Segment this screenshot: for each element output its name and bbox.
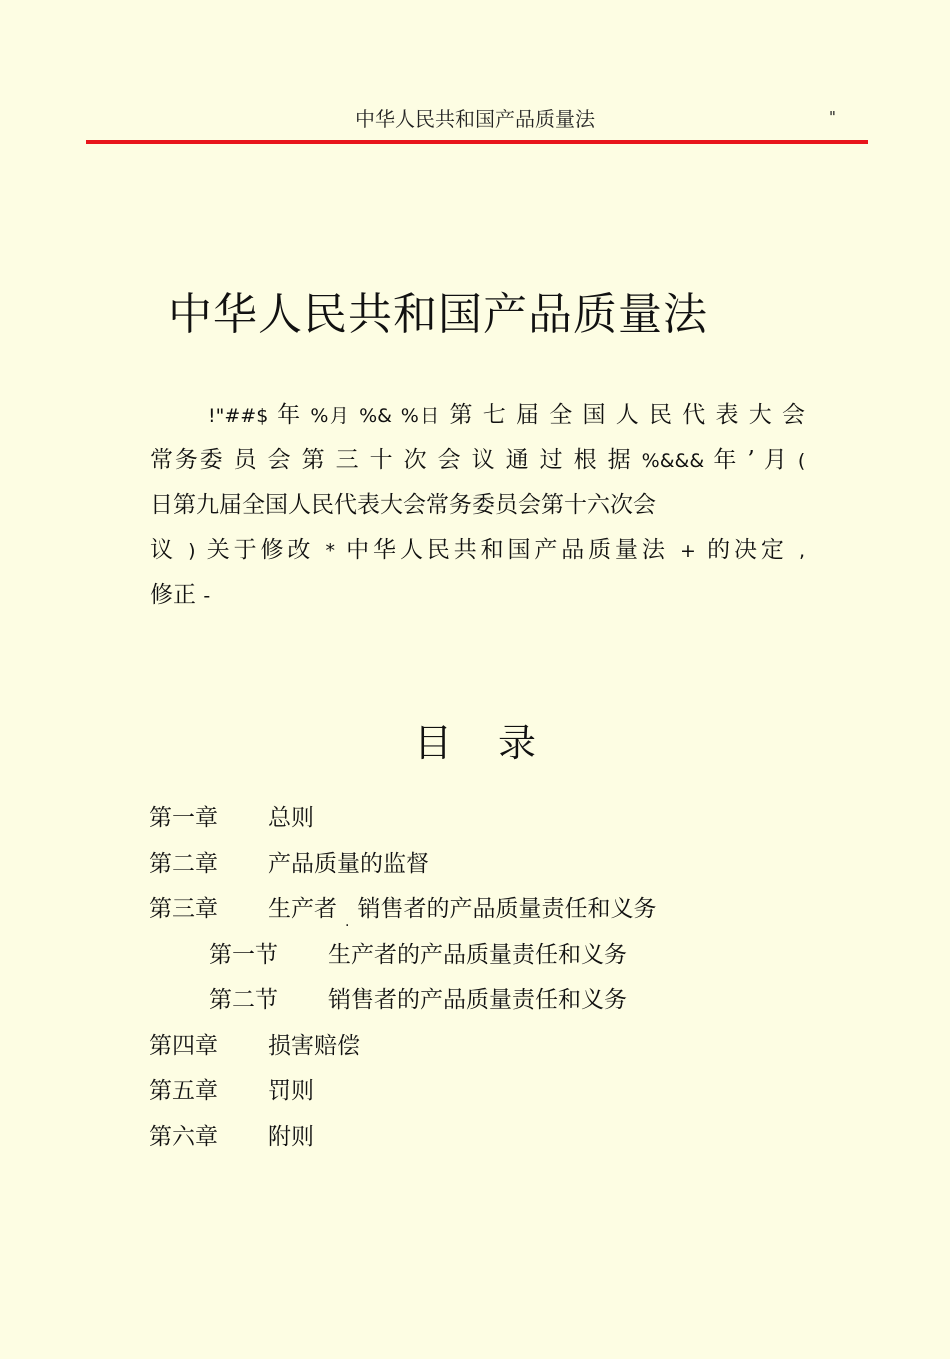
preamble-token: 代	[682, 402, 707, 428]
toc-entry-number: 第一章	[149, 805, 218, 831]
preamble-token: 常务委	[150, 447, 225, 473]
preamble-token: 员	[233, 447, 259, 473]
preamble-token: 议	[150, 537, 177, 563]
toc-heading: 目录	[413, 721, 582, 765]
toc-entry-title: 产品质量的监督	[268, 850, 429, 877]
preamble-token: 过	[539, 447, 565, 473]
preamble-token: 根	[573, 447, 599, 473]
preamble-token: 会	[437, 447, 463, 473]
toc-entry-number: 第六章	[149, 1123, 218, 1150]
toc-entry-title: 附则	[268, 1123, 314, 1150]
preamble-token: 年	[277, 402, 302, 428]
preamble-token: %&&&	[641, 450, 705, 472]
preamble-line-2	[150, 441, 805, 486]
toc-entry	[149, 846, 849, 892]
toc-entry-number: 第一节	[209, 941, 278, 968]
toc-entry-title: 罚则	[268, 1078, 314, 1104]
preamble-token: 第	[301, 447, 327, 473]
toc-entry-title: 损害赔偿	[268, 1032, 360, 1059]
toc-entry-title: 生产者的产品质量责任和义务	[328, 941, 627, 968]
preamble-token: 修正	[150, 582, 196, 608]
preamble-token: 关于修改	[206, 537, 315, 563]
toc-entry-number: 第三章	[149, 896, 218, 922]
preamble-line-4	[150, 531, 805, 576]
preamble-token: 会	[267, 447, 293, 473]
preamble-token: 月	[763, 447, 789, 473]
toc-entry-title: 销售者的产品质量责任和义务	[357, 896, 657, 922]
toc-entry	[149, 800, 849, 846]
preamble	[150, 396, 805, 621]
toc-entry-number: 第二节	[209, 987, 278, 1013]
toc-entry-mark: .	[345, 914, 350, 930]
preamble-line-5	[150, 576, 805, 621]
preamble-token: +	[680, 540, 696, 562]
preamble-token: 七	[482, 402, 508, 428]
preamble-token: 次	[403, 447, 429, 473]
preamble-token: 全	[549, 402, 574, 428]
toc-entry	[149, 937, 849, 983]
preamble-token: 会	[782, 402, 806, 428]
toc-entry-number: 第四章	[149, 1032, 218, 1059]
preamble-token: 大	[748, 402, 774, 428]
preamble-line-1	[150, 396, 805, 441]
preamble-token: 民	[649, 402, 674, 428]
preamble-token: !"##$	[208, 405, 269, 427]
preamble-token: (	[797, 450, 806, 472]
toc-entry	[149, 982, 849, 1028]
header-rule	[86, 140, 868, 144]
preamble-line-3: 日第九届全国人民代表大会常务委员会第十六次会	[150, 492, 656, 518]
preamble-token: 三	[335, 447, 361, 473]
preamble-token: %日	[400, 405, 441, 427]
toc-entry	[149, 891, 849, 937]
preamble-token: 十	[369, 447, 395, 473]
preamble-token: %&	[359, 405, 392, 427]
page-mark: "	[829, 108, 836, 126]
preamble-token: %月	[310, 405, 351, 427]
preamble-token: -	[203, 585, 211, 607]
toc-entry	[149, 1073, 849, 1119]
running-header: 中华人民共和国产品质量法	[355, 107, 595, 131]
toc-entry	[149, 1119, 849, 1165]
document-title: 中华人民共和国产品质量法	[168, 289, 708, 340]
preamble-token: 人	[615, 402, 641, 428]
preamble-token: 表	[715, 402, 741, 428]
preamble-token: 的决定	[707, 537, 788, 563]
preamble-token: 年	[713, 447, 739, 473]
preamble-token: 议	[471, 447, 497, 473]
preamble-token: 第	[449, 402, 475, 428]
table-of-contents	[149, 800, 849, 1164]
preamble-token: )	[188, 540, 196, 562]
preamble-token: *	[325, 540, 335, 562]
preamble-token: 据	[607, 447, 633, 473]
toc-entry-number: 第五章	[149, 1078, 218, 1104]
toc-entry-title: 生产者	[268, 896, 337, 922]
preamble-token: ,	[799, 540, 806, 562]
preamble-token: ’	[747, 447, 755, 473]
toc-entry-title: 销售者的产品质量责任和义务	[328, 987, 627, 1013]
toc-entry	[149, 1028, 849, 1074]
preamble-token: 国	[582, 402, 608, 428]
preamble-token: 中华人民共和国产品质量法	[346, 537, 669, 563]
toc-entry-number: 第二章	[149, 850, 218, 877]
toc-entry-title: 总则	[268, 805, 314, 831]
preamble-token: 通	[505, 447, 531, 473]
preamble-token: 届	[516, 402, 541, 428]
